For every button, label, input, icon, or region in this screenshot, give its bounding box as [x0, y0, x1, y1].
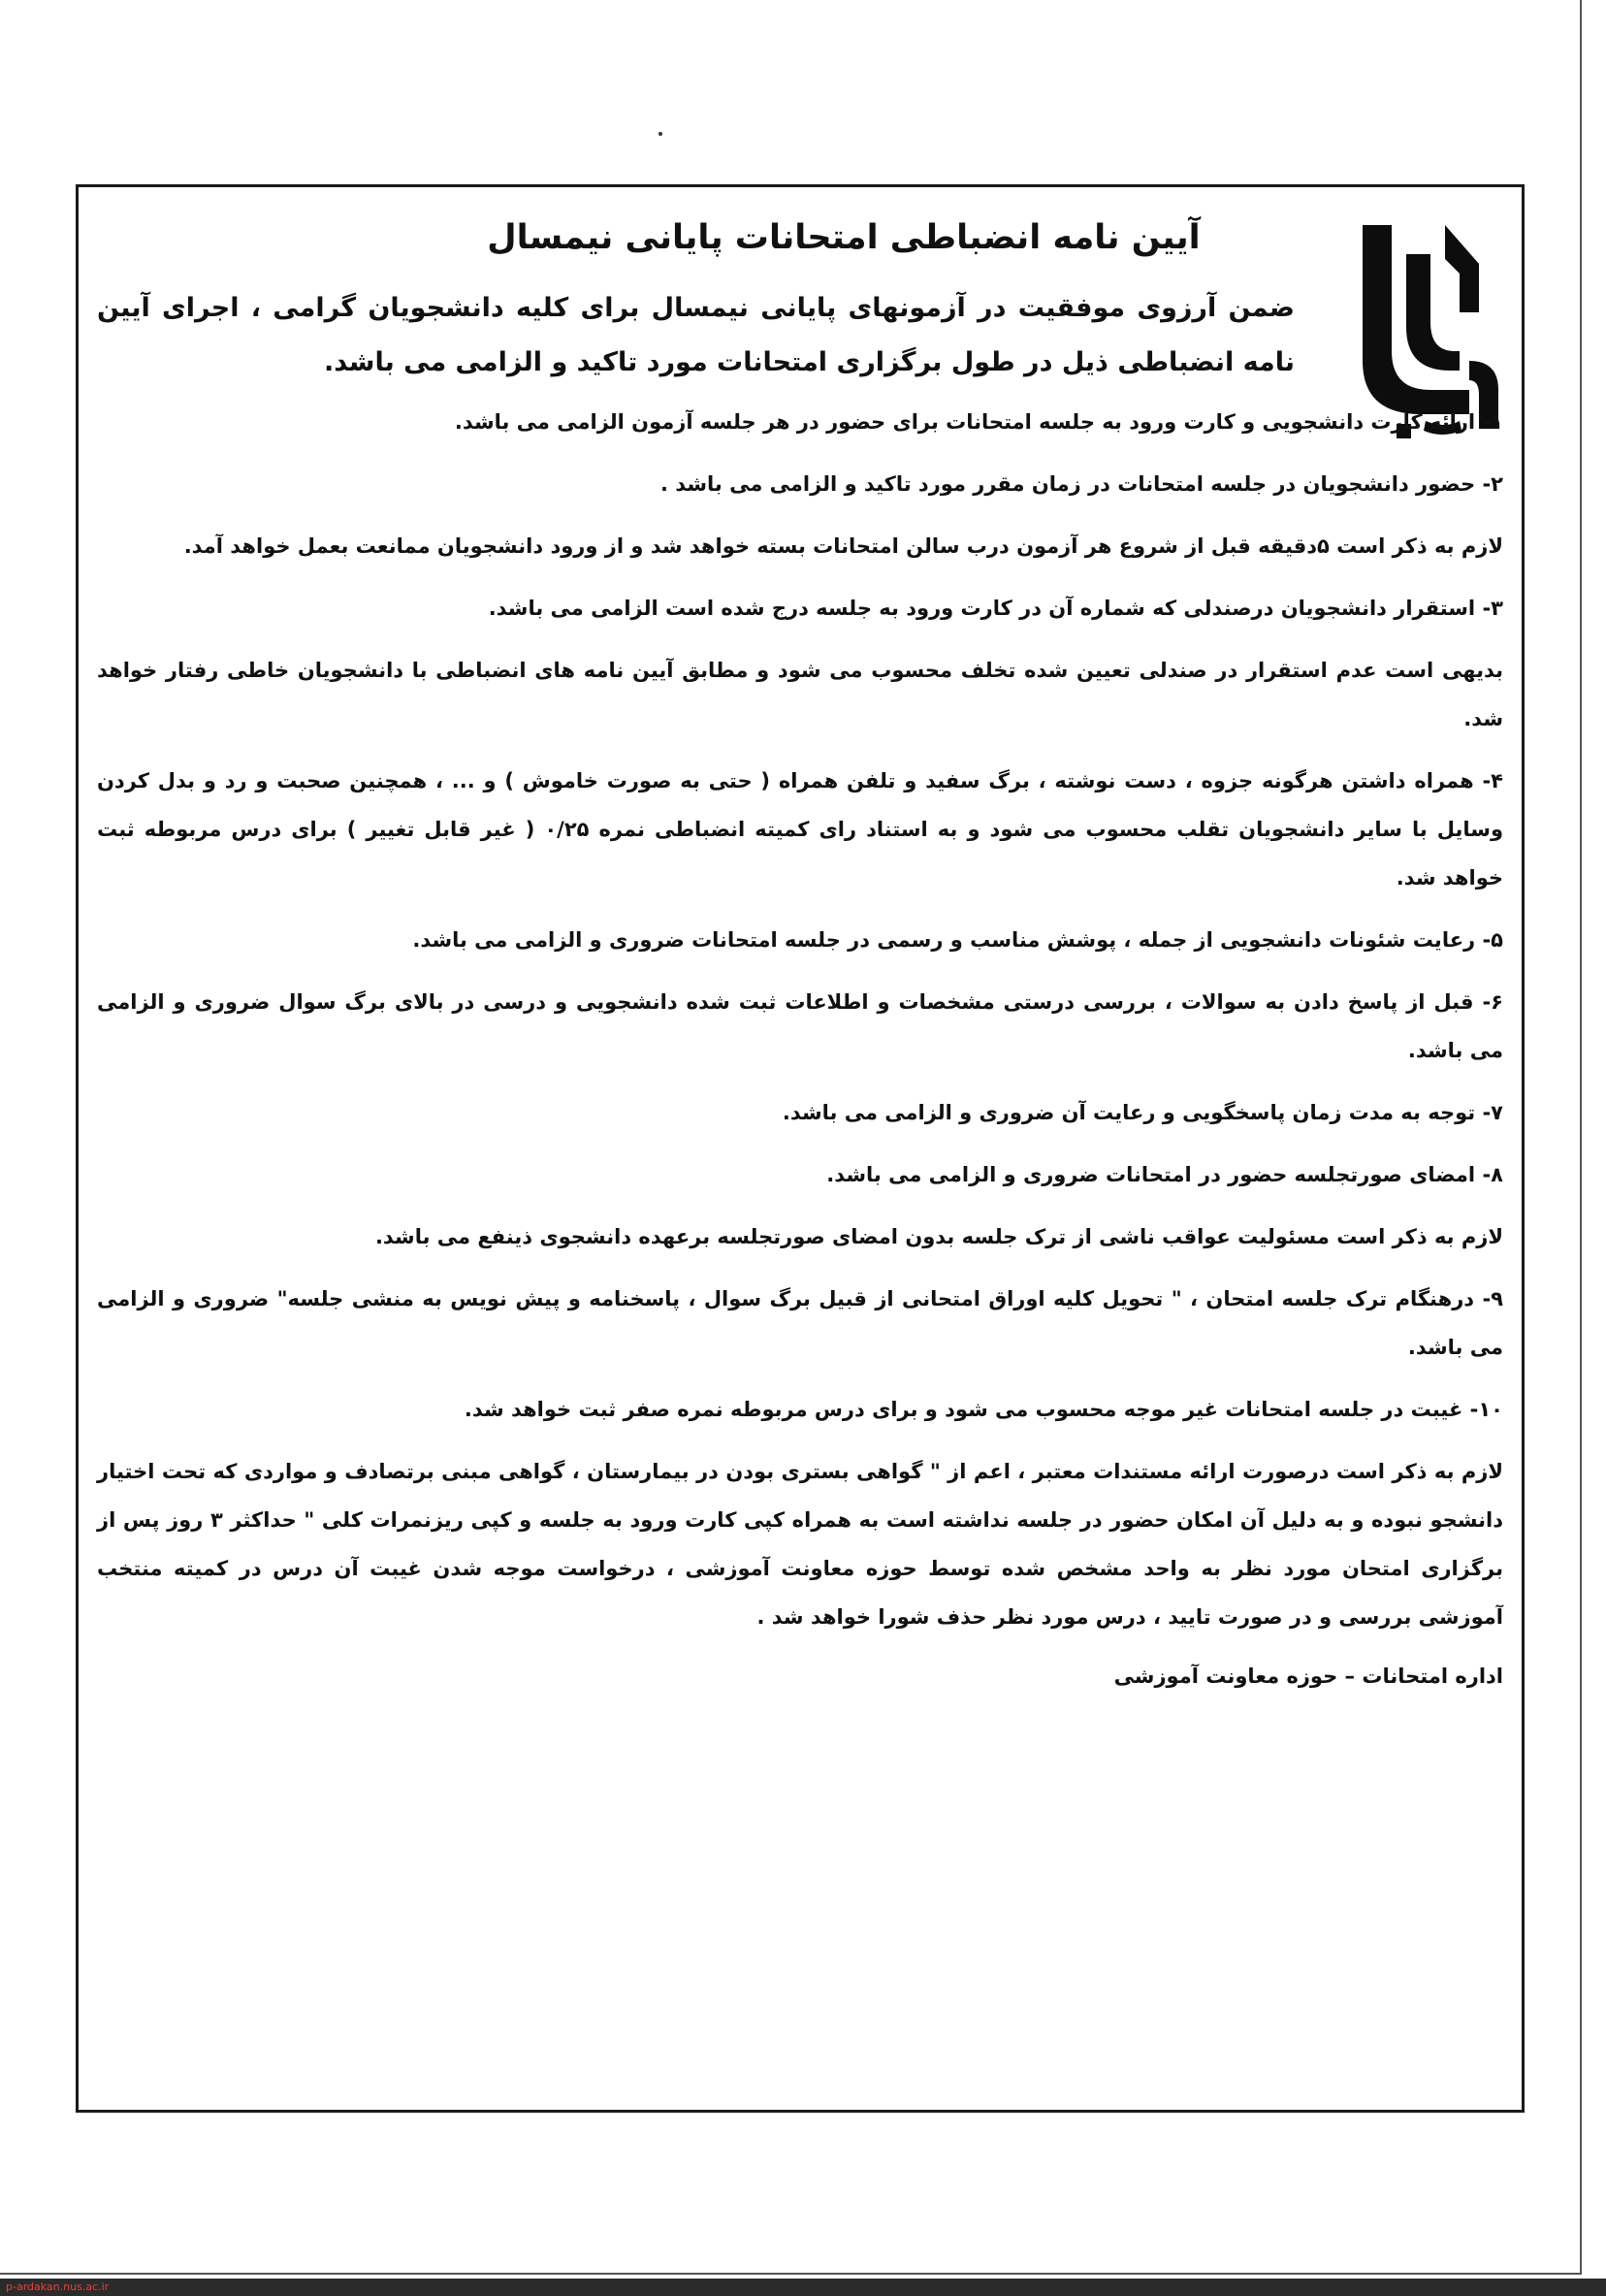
rule-8: ۸- امضای صورتجلسه حضور در امتحانات ضروری و الزامی می باشد. — [826, 1163, 1503, 1186]
rule-1: ۱- ارائه کارت دانشجویی و کارت ورود به جلسه امتحانات برای حضور در هر جلسه آزمون الزامی می باشد. — [454, 410, 1503, 434]
rule-5: ۵- رعایت شئونات دانشجویی از جمله ، پوشش مناسب و رسمی در جلسه امتحانات ضروری و الزامی می باشد. — [412, 928, 1503, 952]
rule-10-note: لازم به ذکر است درصورت ارائه مستندات معتبر ، اعم از " گواهی بستری بودن در بیمارستان ، گواهی مبنی برتصادف و مواردی که تحت اختیار دانشجو نبوده و به دلیل آن امکان حضور در جلسه نداشته است به همراه کپی کارت ورود به جلسه و کپی ریزنمرات کلی " حداکثر ۳ روز پس از برگزاری امتحان مورد نظر به واحد مشخص شده توسط حوزه معاونت آموزشی ، درخواست موجه شدن غیبت آن درس در کمیته منتخب آموزشی بررسی و در صورت تایید ، درس مورد نظر حذف شورا خواهد شد . — [97, 1460, 1503, 1629]
source-url-label[interactable]: p-ardakan.nus.ac.ir — [6, 2280, 110, 2293]
document-title: آیین نامه انضباطی امتحانات پایانی نیمسال — [487, 218, 1201, 257]
rule-9: ۹- درهنگام ترک جلسه امتحان ، " تحویل کلیه اوراق امتحانی از قبیل برگ سوال ، پاسخنامه و پیش نویس به منشی جلسه" ضروری و الزامی می باشد. — [97, 1287, 1503, 1359]
rule-2: ۲- حضور دانشجویان در جلسه امتحانات در زمان مقرر مورد تاکید و الزامی می باشد . — [659, 472, 1503, 496]
rule-3: ۳- استقرار دانشجویان درصندلی که شماره آن در کارت ورود به جلسه درج شده است الزامی می باشد. — [488, 597, 1503, 620]
scan-speck — [658, 132, 662, 136]
rule-3-note: بدیهی است عدم استقرار در صندلی تعیین شده تخلف محسوب می شود و مطابق آیین نامه های انضباطی با دانشجویان خاطی رفتار خواهد شد. — [97, 659, 1503, 730]
rule-4: ۴- همراه داشتن هرگونه جزوه ، دست نوشته ، برگ سفید و تلفن همراه ( حتی به صورت خاموش ) و ... ، همچنین صحبت و رد و بدل کردن وسایل با سایر دانشجویان تقلب محسوب می شود و به استناد رای کمیته انضباطی نمره ۰/۲۵ ( غیر قابل تغییر ) برای درس مربوطه ثبت خواهد شد. — [97, 769, 1503, 889]
rule-10: ۱۰- غیبت در جلسه امتحانات غیر موجه محسوب می شود و برای درس مربوطه نمره صفر ثبت خواهد شد. — [464, 1398, 1503, 1421]
rule-6: ۶- قبل از پاسخ دادن به سوالات ، بررسی درستی مشخصات و اطلاعات ثبت شده دانشجویی و درسی در بالای برگ سوال ضروری و الزامی می باشد. — [97, 990, 1503, 1062]
footer-strip — [0, 2279, 1606, 2296]
intro-paragraph: ضمن آرزوی موفقیت در آزمونهای پایانی نیمسال برای کلیه دانشجویان گرامی ، اجرای آیین نامه انضباطی ذیل در طول برگزاری امتحانات مورد تاکید و الزامی می باشد. — [97, 293, 1295, 377]
page-edge-right — [1580, 0, 1582, 2275]
rule-7: ۷- توجه به مدت زمان پاسخگویی و رعایت آن ضروری و الزامی می باشد. — [782, 1101, 1503, 1124]
rule-8-note: لازم به ذکر است مسئولیت عواقب ناشی از ترک جلسه بدون امضای صورتجلسه برعهده دانشجوی ذینفع می باشد. — [374, 1225, 1503, 1248]
document-body — [97, 204, 1503, 1698]
rule-2-note: لازم به ذکر است ۵دقیقه قبل از شروع هر آزمون درب سالن امتحانات بسته خواهد شد و از ورود دانشجویان ممانعت بعمل خواهد آمد. — [183, 534, 1503, 558]
signature-line: اداره امتحانات – حوزه معاونت آموزشی — [1113, 1665, 1503, 1688]
page-edge-bottom — [0, 2273, 1582, 2275]
